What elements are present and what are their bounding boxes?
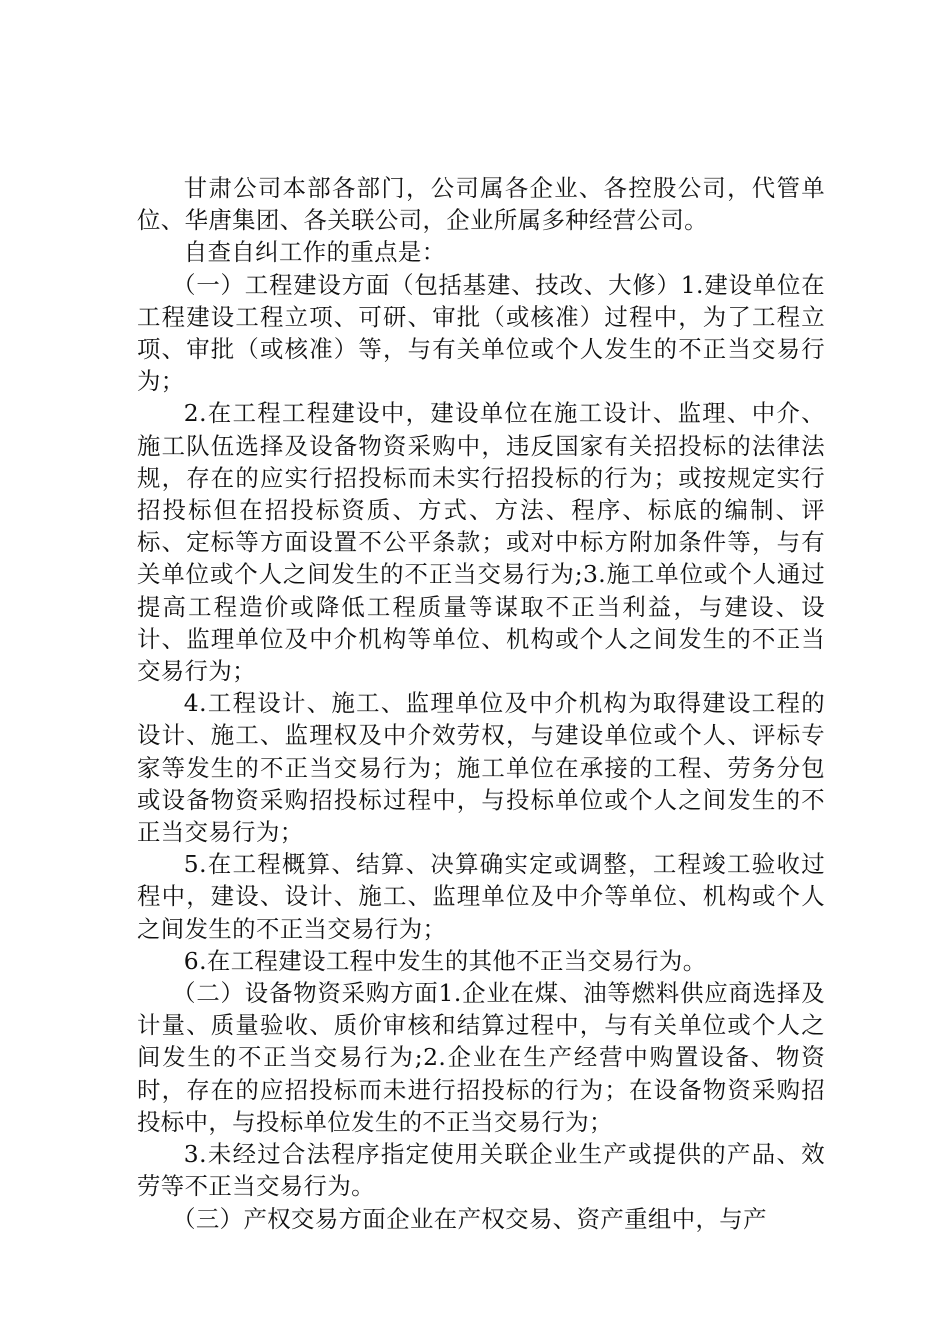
paragraph-section-3: （三）产权交易方面企业在产权交易、资产重组中，与产 (172, 1204, 767, 1233)
document-body (137, 172, 825, 1235)
paragraph-section-1-item-4: 4.工程设计、施工、监理单位及中介机构为取得建设工程的设计、施工、监理权及中介效劳权，与建设单位或个人、评标专家等发生的不正当交易行为；施工单位在承接的工程、劳务分包或设备物资采购招投标过程中，与投标单位或个人之间发生的不正当交易行为； (137, 689, 825, 847)
paragraph-section-1-item-6: 6.在工程建设工程中发生的其他不正当交易行为。 (183, 946, 707, 975)
paragraph-focus-intro: 自查自纠工作的重点是： (183, 238, 446, 267)
paragraph-section-1-item-5: 5.在工程概算、结算、决算确实定或调整，工程竣工验收过程中，建设、设计、施工、监理单位及中介等单位、机构或个人之间发生的不正当交易行为； (137, 850, 825, 943)
paragraph-section-2-item-3: 3.未经过合法程序指定使用关联企业生产或提供的产品、效劳等不正当交易行为。 (137, 1140, 825, 1201)
paragraph-section-1-item-1: （一）工程建设方面（包括基建、技改、大修）1.建设单位在工程建设工程立项、可研、审批（或核准）过程中，为了工程立项、审批（或核准）等，与有关单位或个人发生的不正当交易行为； (137, 270, 825, 396)
paragraph-section-2-item-1: （二）设备物资采购方面1.企业在煤、油等燃料供应商选择及计量、质量验收、质价审核和结算过程中，与有关单位或个人之间发生的不正当交易行为;2.企业在生产经营中购置设备、物资时，存在的应招投标而未进行招投标的行为；在设备物资采购招投标中，与投标单位发生的不正当交易行为； (137, 979, 825, 1136)
paragraph-scope: 甘肃公司本部各部门，公司属各企业、各控股公司，代管单位、华唐集团、各关联公司，企业所属多种经营公司。 (137, 174, 825, 235)
paragraph-section-1-item-2: 2.在工程工程建设中，建设单位在施工设计、监理、中介、施工队伍选择及设备物资采购中，违反国家有关招投标的法律法规，存在的应实行招投标而未实行招投标的行为；或按规定实行招投标但在招投标资质、方式、方法、程序、标底的编制、评标、定标等方面设置不公平条款；或对中标方附加条件等，与有关单位或个人之间发生的不正当交易行为;3.施工单位或个人通过提高工程造价或降低工程质量等谋取不正当利益，与建设、设计、监理单位及中介机构等单位、机构或个人之间发生的不正当交易行为； (137, 399, 825, 686)
